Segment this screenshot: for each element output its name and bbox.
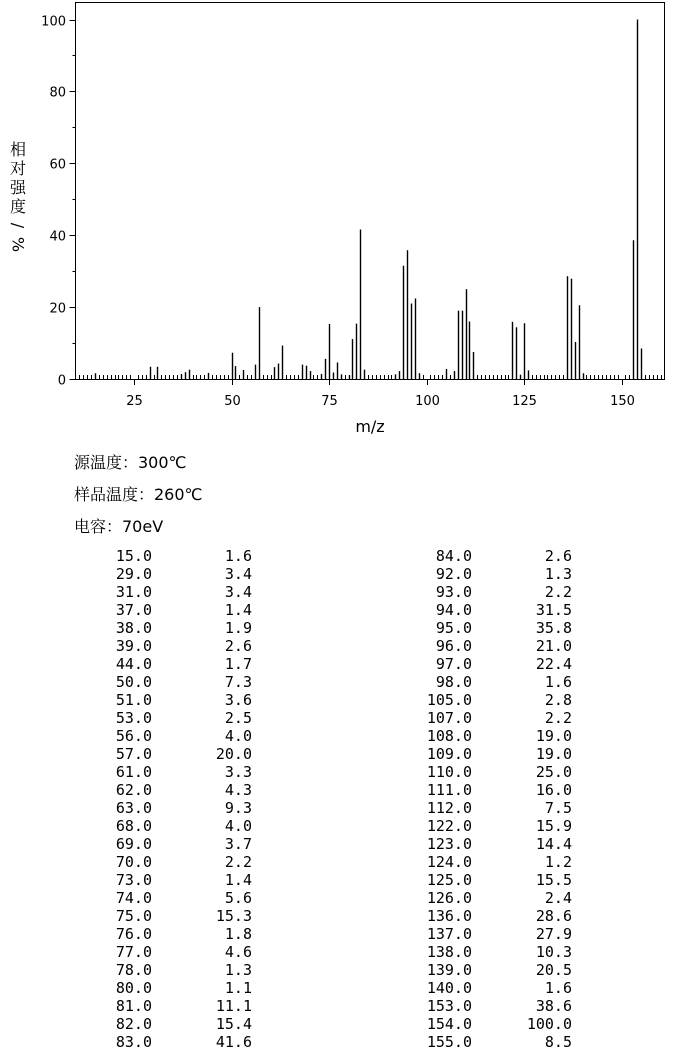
table-row (0, 673, 680, 691)
x-axis-title: m/z (355, 417, 385, 436)
mz-value: 108.0 (426, 727, 472, 745)
x-tick-label: 100 (415, 394, 440, 409)
mz-value: 61.0 (115, 763, 152, 781)
table-row (0, 565, 680, 583)
intensity-value: 3.4 (224, 565, 252, 583)
x-minor-ticks (80, 375, 662, 379)
table-row (0, 781, 680, 799)
y-tick-label: 0 (57, 373, 66, 389)
mz-value: 74.0 (115, 889, 152, 907)
mz-value: 123.0 (426, 835, 472, 853)
intensity-value: 2.6 (544, 547, 572, 565)
y-axis-title-char: 度 (9, 197, 26, 216)
intensity-value: 15.9 (535, 817, 572, 835)
intensity-value: 4.3 (224, 781, 252, 799)
mz-value: 53.0 (115, 709, 152, 727)
intensity-value: 3.6 (224, 691, 252, 709)
mz-value: 57.0 (115, 745, 152, 763)
mz-value: 96.0 (435, 637, 472, 655)
intensity-value: 2.2 (544, 583, 572, 601)
intensity-value: 3.3 (224, 763, 252, 781)
table-row (0, 763, 680, 781)
mz-value: 44.0 (115, 655, 152, 673)
intensity-value: 1.6 (544, 979, 572, 997)
table-row (0, 835, 680, 853)
intensity-value: 20.5 (535, 961, 572, 979)
mz-value: 38.0 (115, 619, 152, 637)
intensity-value: 4.6 (224, 943, 252, 961)
table-row (0, 583, 680, 601)
y-axis-title-char: 相 (9, 140, 26, 159)
intensity-value: 31.5 (535, 601, 572, 619)
intensity-value: 27.9 (535, 925, 572, 943)
mz-value: 153.0 (426, 997, 472, 1015)
table-row (0, 907, 680, 925)
mz-value: 112.0 (426, 799, 472, 817)
intensity-value: 2.2 (224, 853, 252, 871)
table-row (0, 889, 680, 907)
intensity-value: 25.0 (535, 763, 572, 781)
y-axis-title-char: 对 (9, 159, 26, 178)
intensity-value: 7.3 (224, 673, 252, 691)
mz-value: 95.0 (435, 619, 472, 637)
intensity-value: 22.4 (535, 655, 572, 673)
mz-value: 110.0 (426, 763, 472, 781)
intensity-value: 1.6 (224, 547, 252, 565)
table-row (0, 727, 680, 745)
mz-value: 77.0 (115, 943, 152, 961)
table-row (0, 745, 680, 763)
source-temperature: 源温度：300℃ (74, 453, 187, 472)
intensity-value: 2.6 (224, 637, 252, 655)
mz-value: 70.0 (115, 853, 152, 871)
mz-value: 98.0 (435, 673, 472, 691)
x-tick-label: 150 (610, 394, 635, 409)
intensity-value: 28.6 (535, 907, 572, 925)
mz-value: 105.0 (426, 691, 472, 709)
mz-value: 94.0 (435, 601, 472, 619)
table-row (0, 619, 680, 637)
intensity-value: 1.9 (224, 619, 252, 637)
mz-value: 126.0 (426, 889, 472, 907)
mz-value: 76.0 (115, 925, 152, 943)
intensity-value: 10.3 (535, 943, 572, 961)
mz-value: 154.0 (426, 1015, 472, 1033)
mz-value: 83.0 (115, 1033, 152, 1051)
mz-value: 122.0 (426, 817, 472, 835)
intensity-value: 38.6 (535, 997, 572, 1015)
intensity-value: 1.2 (544, 853, 572, 871)
intensity-value: 20.0 (215, 745, 252, 763)
mz-value: 15.0 (115, 547, 152, 565)
mz-value: 139.0 (426, 961, 472, 979)
mz-value: 125.0 (426, 871, 472, 889)
table-row (0, 871, 680, 889)
ionization-energy: 电容：70eV (74, 517, 164, 536)
mz-value: 62.0 (115, 781, 152, 799)
table-row (0, 979, 680, 997)
mz-value: 155.0 (426, 1033, 472, 1051)
mz-value: 92.0 (435, 565, 472, 583)
mass-spectrum-chart (0, 0, 680, 440)
sample-temperature: 样品温度：260℃ (74, 485, 203, 504)
table-row (0, 853, 680, 871)
intensity-value: 1.4 (224, 601, 252, 619)
x-tick-label: 75 (321, 394, 338, 409)
intensity-value: 16.0 (535, 781, 572, 799)
table-row (0, 925, 680, 943)
intensity-value: 1.1 (224, 979, 252, 997)
intensity-value: 1.3 (224, 961, 252, 979)
mz-value: 140.0 (426, 979, 472, 997)
intensity-value: 15.4 (215, 1015, 252, 1033)
mz-value: 56.0 (115, 727, 152, 745)
mz-value: 93.0 (435, 583, 472, 601)
peak-table (0, 547, 680, 1051)
x-tick-label: 25 (126, 394, 143, 409)
mz-value: 37.0 (115, 601, 152, 619)
intensity-value: 9.3 (224, 799, 252, 817)
mz-value: 107.0 (426, 709, 472, 727)
intensity-value: 3.7 (224, 835, 252, 853)
intensity-value: 3.4 (224, 583, 252, 601)
intensity-value: 2.4 (544, 889, 572, 907)
intensity-value: 1.4 (224, 871, 252, 889)
y-tick-label: 20 (49, 301, 66, 317)
mz-value: 63.0 (115, 799, 152, 817)
intensity-value: 1.6 (544, 673, 572, 691)
mz-value: 68.0 (115, 817, 152, 835)
intensity-value: 41.6 (215, 1033, 252, 1051)
intensity-value: 15.3 (215, 907, 252, 925)
mz-value: 82.0 (115, 1015, 152, 1033)
intensity-value: 7.5 (544, 799, 572, 817)
table-row (0, 691, 680, 709)
mz-value: 81.0 (115, 997, 152, 1015)
mz-value: 51.0 (115, 691, 152, 709)
mz-value: 29.0 (115, 565, 152, 583)
y-axis-ticks (41, 15, 75, 389)
y-tick-label: 40 (49, 229, 66, 245)
mz-value: 136.0 (426, 907, 472, 925)
intensity-value: 11.1 (215, 997, 252, 1015)
intensity-value: 19.0 (535, 727, 572, 745)
x-tick-label: 50 (224, 394, 241, 409)
y-axis-title (8, 140, 28, 254)
mz-value: 39.0 (115, 637, 152, 655)
mz-value: 69.0 (115, 835, 152, 853)
y-axis-title-char: % (8, 236, 28, 253)
mz-value: 84.0 (435, 547, 472, 565)
intensity-value: 2.8 (544, 691, 572, 709)
intensity-value: 21.0 (535, 637, 572, 655)
table-row (0, 637, 680, 655)
plot-frame (76, 3, 665, 380)
y-tick-label: 80 (49, 85, 66, 101)
intensity-value: 1.8 (224, 925, 252, 943)
mz-value: 78.0 (115, 961, 152, 979)
table-row (0, 1033, 680, 1051)
spectrum-bars (96, 20, 642, 380)
y-tick-label: 60 (49, 157, 66, 173)
intensity-value: 4.0 (224, 727, 252, 745)
table-row (0, 997, 680, 1015)
y-tick-label: 100 (41, 14, 66, 30)
mz-value: 124.0 (426, 853, 472, 871)
x-axis-ticks (126, 379, 635, 409)
intensity-value: 14.4 (535, 835, 572, 853)
table-row (0, 817, 680, 835)
intensity-value: 1.3 (544, 565, 572, 583)
table-row (0, 601, 680, 619)
mz-value: 80.0 (115, 979, 152, 997)
intensity-value: 4.0 (224, 817, 252, 835)
mz-value: 137.0 (426, 925, 472, 943)
table-row (0, 1015, 680, 1033)
mz-value: 138.0 (426, 943, 472, 961)
y-axis-title-char: / (8, 222, 28, 229)
mz-value: 31.0 (115, 583, 152, 601)
x-tick-label: 125 (512, 394, 537, 409)
table-row (0, 961, 680, 979)
intensity-value: 15.5 (535, 871, 572, 889)
mz-value: 109.0 (426, 745, 472, 763)
intensity-value: 5.6 (224, 889, 252, 907)
mz-value: 50.0 (115, 673, 152, 691)
intensity-value: 100.0 (526, 1015, 572, 1033)
intensity-value: 2.5 (224, 709, 252, 727)
intensity-value: 19.0 (535, 745, 572, 763)
mz-value: 73.0 (115, 871, 152, 889)
mz-value: 97.0 (435, 655, 472, 673)
table-row (0, 709, 680, 727)
table-row (0, 943, 680, 961)
mz-value: 111.0 (426, 781, 472, 799)
table-row (0, 799, 680, 817)
mz-value: 75.0 (115, 907, 152, 925)
intensity-value: 2.2 (544, 709, 572, 727)
intensity-value: 1.7 (224, 655, 252, 673)
intensity-value: 8.5 (544, 1033, 572, 1051)
table-row (0, 655, 680, 673)
table-row (0, 547, 680, 565)
intensity-value: 35.8 (535, 619, 572, 637)
y-axis-title-char: 强 (9, 178, 26, 197)
